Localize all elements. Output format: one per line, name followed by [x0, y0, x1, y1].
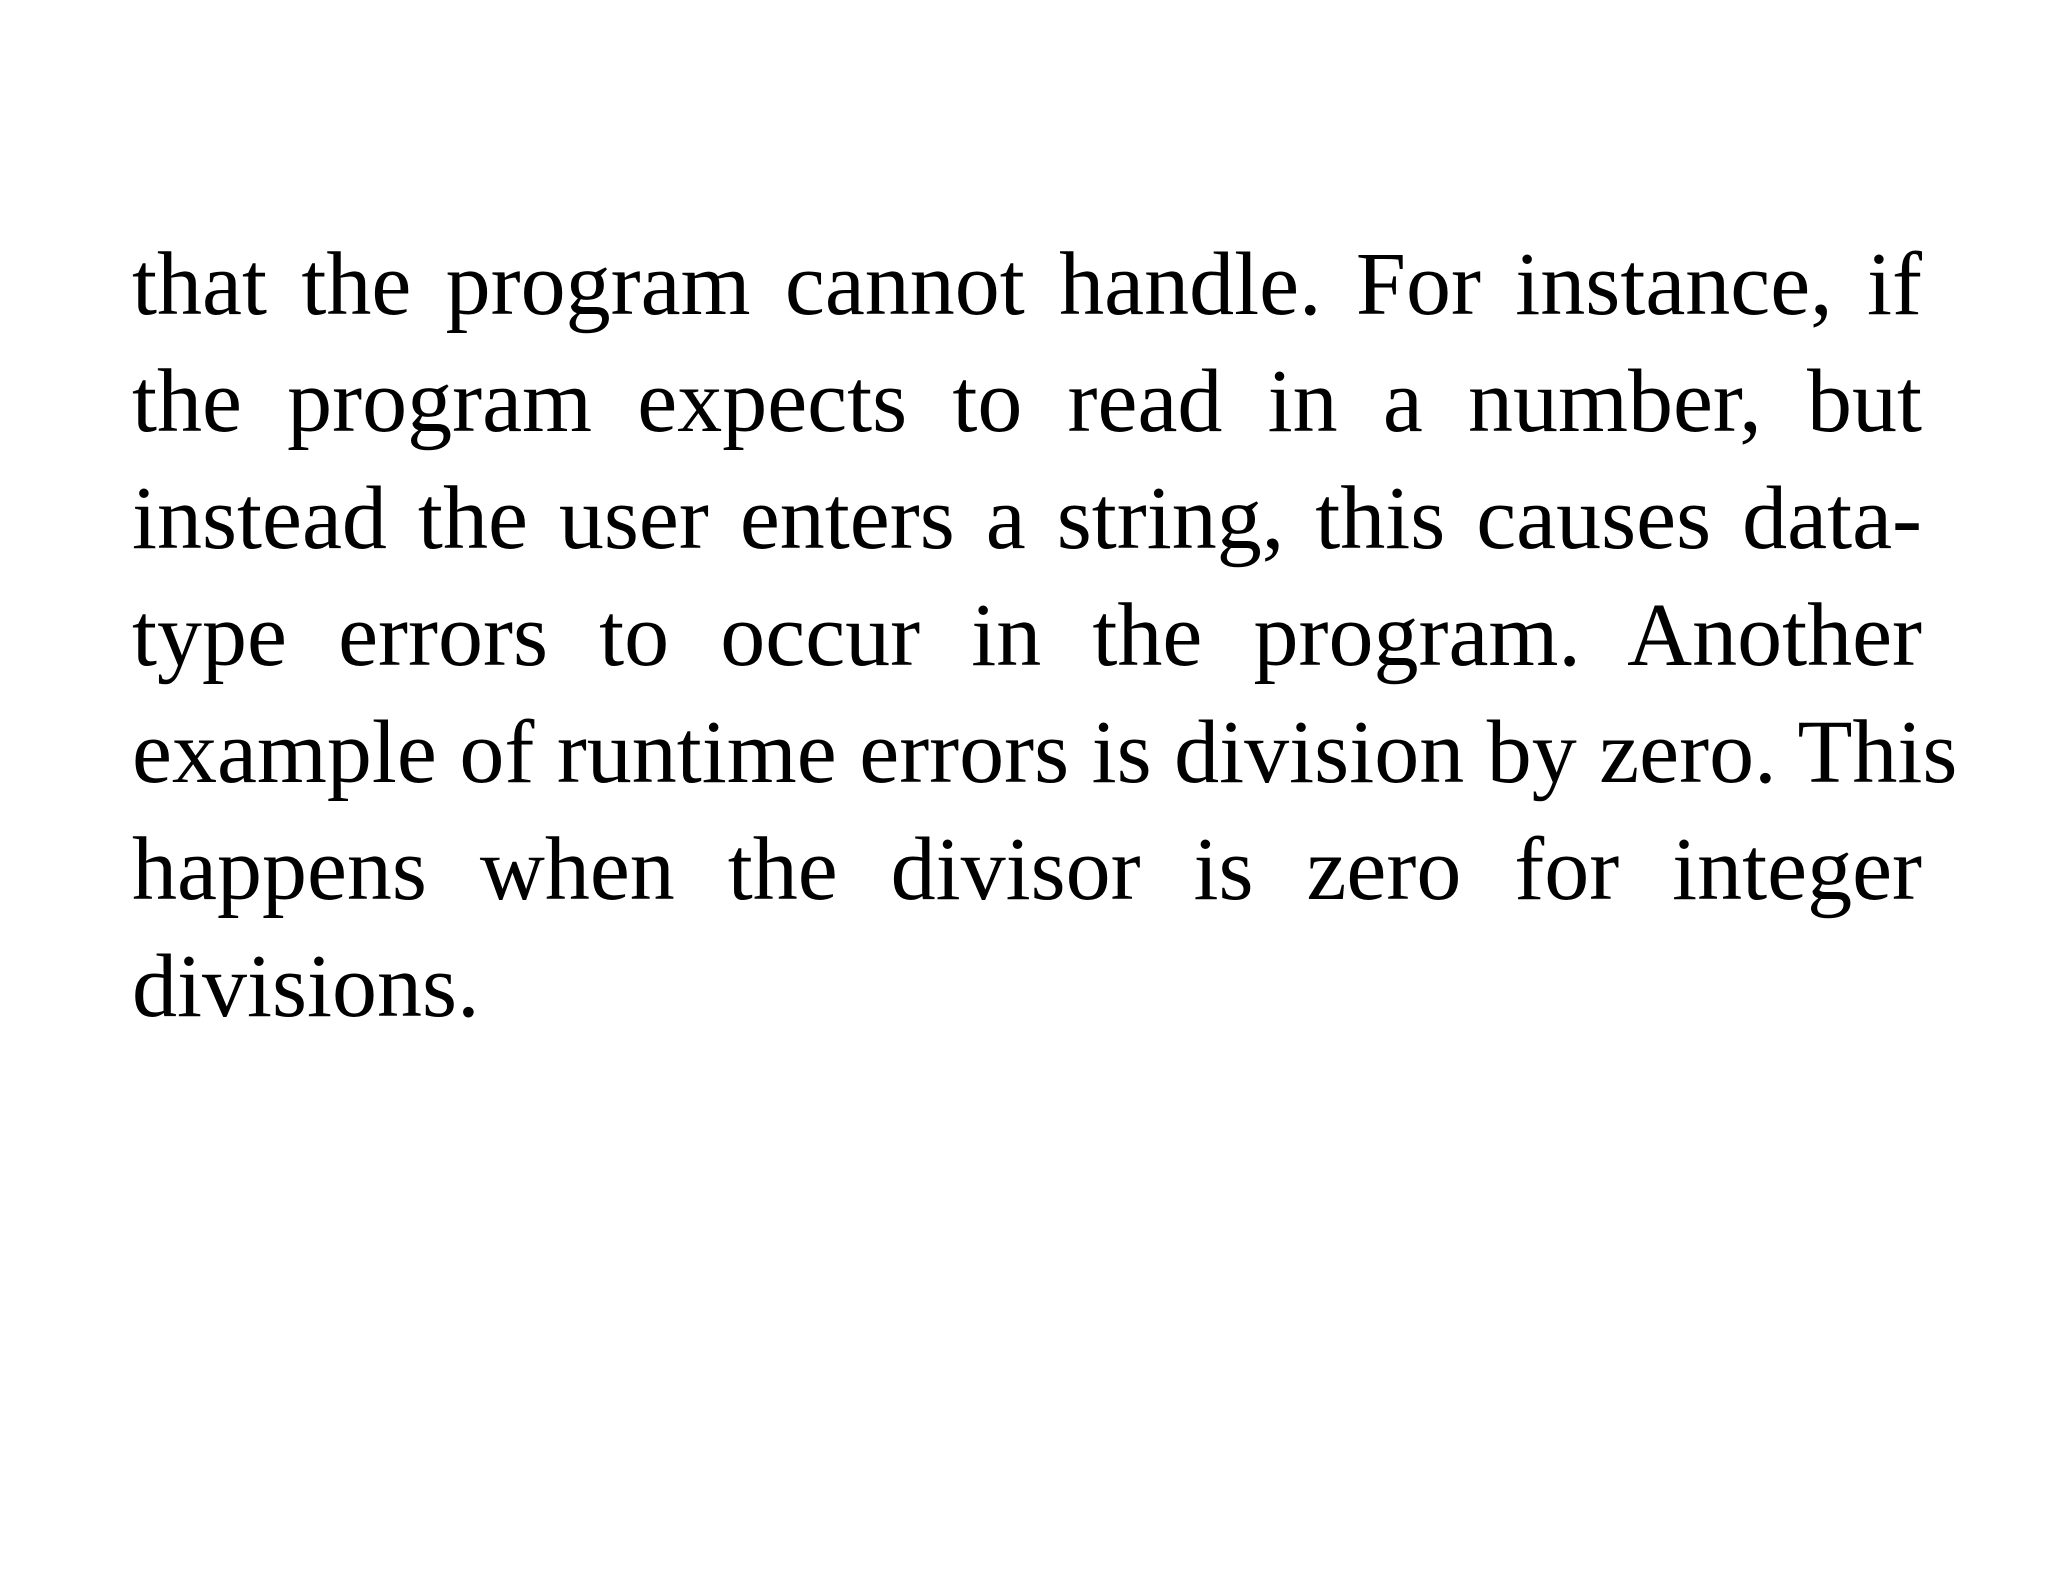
text-line: divisions.	[132, 937, 480, 1036]
text-line: instead the user enters a string, this causes data-	[132, 469, 1922, 568]
text-line: that the program cannot handle. For instance, if	[132, 235, 1922, 334]
text-line: type errors to occur in the program. Another	[132, 586, 1922, 685]
body-paragraph	[132, 226, 1958, 1045]
text-line: the program expects to read in a number, but	[132, 352, 1922, 451]
text-line: example of runtime errors is division by zero. This	[132, 703, 1958, 802]
text-line: happens when the divisor is zero for integer	[132, 820, 1922, 919]
